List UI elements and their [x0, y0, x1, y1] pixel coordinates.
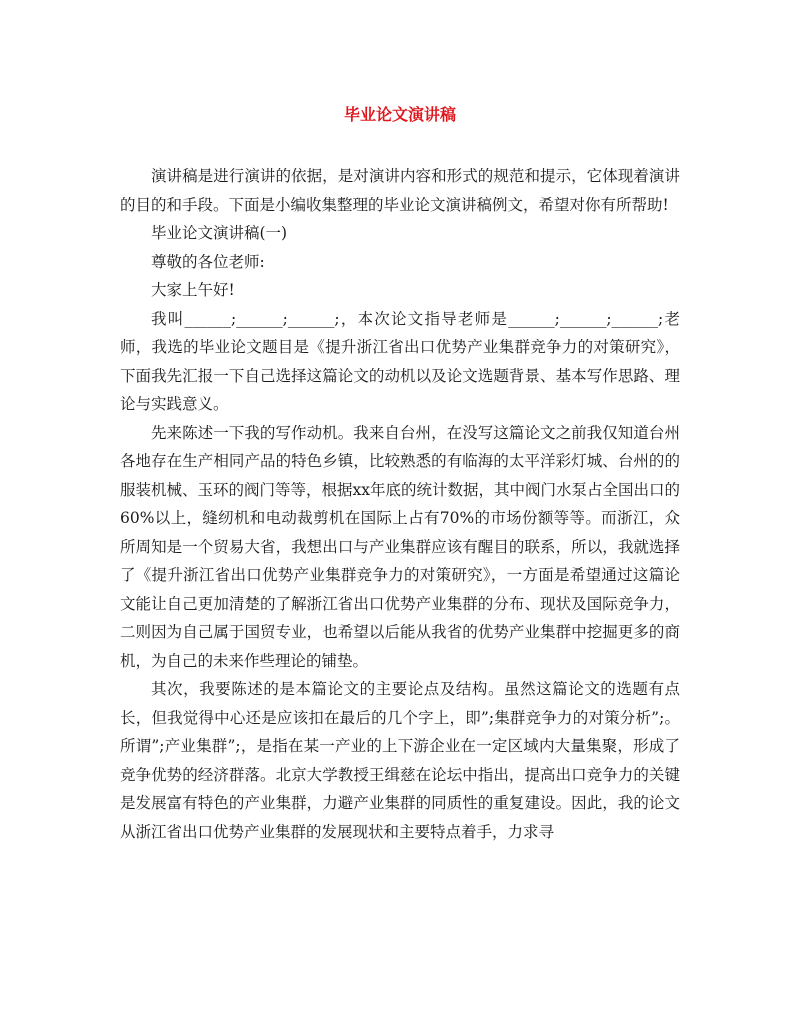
document-body — [120, 162, 680, 846]
document-title: 毕业论文演讲稿 — [343, 105, 456, 124]
paragraph-intro: 演讲稿是进行演讲的依据，是对演讲内容和形式的规范和提示，它体现着演讲的目的和手段。下面是小编收集整理的毕业论文演讲稿例文，希望对你有所帮助! — [120, 167, 680, 214]
paragraph-greeting: 大家上午好! — [151, 281, 235, 299]
paragraph-motivation: 先来陈述一下我的写作动机。我来自台州，在没写这篇论文之前我仅知道台州各地存在生产相同产品的特色乡镇，比较熟悉的有临海的太平洋彩灯城、台州的的服装机械、玉环的阀门等等，根据xx年底的统计数据，其中阀门水泵占全国出口的60%以上，缝纫机和电动裁剪机在国际上占有70%的市场份额等等。而浙江，众所周知是一个贸易大省，我想出口与产业集群应该有醒目的联系，所以，我就选择了《提升浙江省出口优势产业集群竞争力的对策研究》，一方面是希望通过这篇论文能让自己更加清楚的了解浙江省出口优势产业集群的分布、现状及国际竞争力，二则因为自己属于国贸专业，也希望以后能从我省的优势产业集群中挖掘更多的商机，为自己的未来作些理论的铺垫。 — [120, 423, 680, 670]
paragraph-salutation: 尊敬的各位老师: — [151, 252, 265, 271]
paragraph-main-arguments: 其次，我要陈述的是本篇论文的主要论点及结构。虽然这篇论文的选题有点长，但我觉得中心还是应该扣在最后的几个字上，即”;集群竞争力的对策分析”;。 所谓”;产业集群”;，是指在某一产业的上下游企业在一定区域内大量集聚，形成了竞争优势的经济群落。北京大学教授王缉慈在论坛中指出，提高出口竞争力的关键是发展富有特色的产业集群，力避产业集群的同质性的重复建设。因此，我的论文从浙江省出口优势产业集群的发展现状和主要特点着手，力求寻 — [120, 680, 680, 841]
paragraph-subtitle: 毕业论文演讲稿(一) — [151, 224, 288, 242]
paragraph-self-introduction: 我叫______;______;______;，本次论文指导老师是______;______;______;老师，我选的毕业论文题目是《提升浙江省出口优势产业集群竞争力的对策研究》，下面我先汇报一下自己选择这篇论文的动机以及论文选题背景、基本写作思路、理论与实践意义。 — [120, 309, 680, 413]
